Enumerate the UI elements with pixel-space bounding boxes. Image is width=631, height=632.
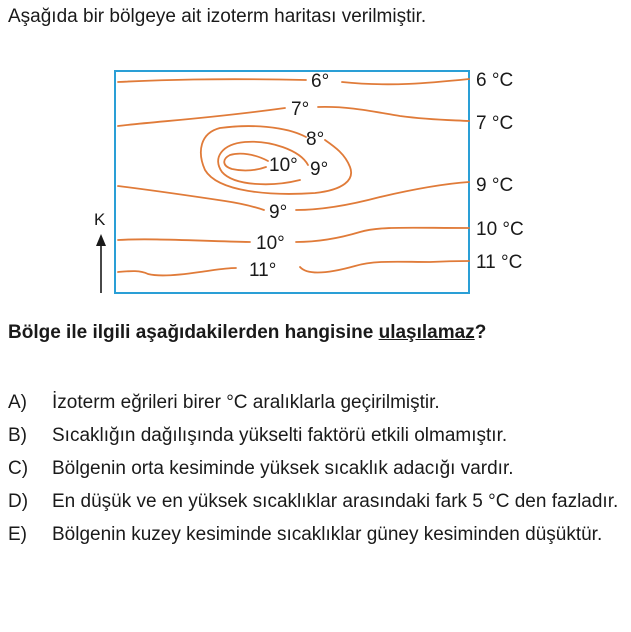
inner-label: 6° [311, 71, 330, 92]
inner-label: 10° [269, 155, 298, 176]
inner-label: 9° [269, 202, 288, 223]
isotherm-6 [118, 79, 469, 84]
option-a[interactable] [8, 386, 623, 419]
option-text: Bölgenin orta kesiminde yüksek sıcaklık adacığı vardır. [52, 458, 514, 479]
isotherm-9 [118, 182, 469, 210]
question-text [8, 322, 486, 344]
option-text: En düşük ve en yüksek sıcaklıklar arasındaki fark 5 °C den fazladır. [52, 491, 619, 512]
right-label: 10 °C [476, 219, 524, 240]
right-label: 6 °C [476, 70, 514, 91]
isotherm-11 [118, 261, 469, 275]
option-letter: E) [8, 524, 27, 545]
option-text: Bölgenin kuzey kesiminde sıcaklıklar güney kesiminden düşüktür. [52, 524, 603, 545]
option-c[interactable] [8, 452, 623, 485]
option-letter: A) [8, 392, 27, 413]
north-label: K [94, 210, 106, 229]
question-text-after: ? [474, 322, 487, 343]
option-letter: B) [8, 425, 27, 446]
inner-label: 7° [291, 99, 310, 120]
option-letter: C) [8, 458, 29, 479]
question-text-before: Bölge ile ilgili aşağıdakilerden hangisine [8, 322, 379, 343]
inner-label: 11° [249, 260, 277, 281]
answer-options [8, 386, 623, 551]
isotherm-map [0, 60, 631, 310]
option-e[interactable] [8, 518, 623, 551]
inner-label: 8° [306, 129, 325, 150]
intro-text: Aşağıda bir bölgeye ait izoterm haritası verilmiştir. [8, 6, 427, 27]
inner-label: 9° [310, 159, 329, 180]
inner-label: 10° [256, 233, 285, 254]
option-d[interactable] [8, 485, 623, 518]
isotherm-10-closed [224, 154, 268, 171]
option-b[interactable] [8, 419, 623, 452]
right-label: 9 °C [476, 175, 514, 196]
question-underlined: ulaşılamaz [378, 322, 475, 343]
option-letter: D) [8, 491, 29, 512]
isotherm-10 [118, 228, 469, 242]
right-label: 7 °C [476, 113, 514, 134]
option-text: Sıcaklığın dağılışında yükselti faktörü etkili olmamıştır. [52, 425, 508, 446]
option-text: İzoterm eğrileri birer °C aralıklarla geçirilmiştir. [52, 392, 440, 413]
right-label: 11 °C [476, 252, 523, 273]
north-arrow-icon [96, 234, 106, 293]
